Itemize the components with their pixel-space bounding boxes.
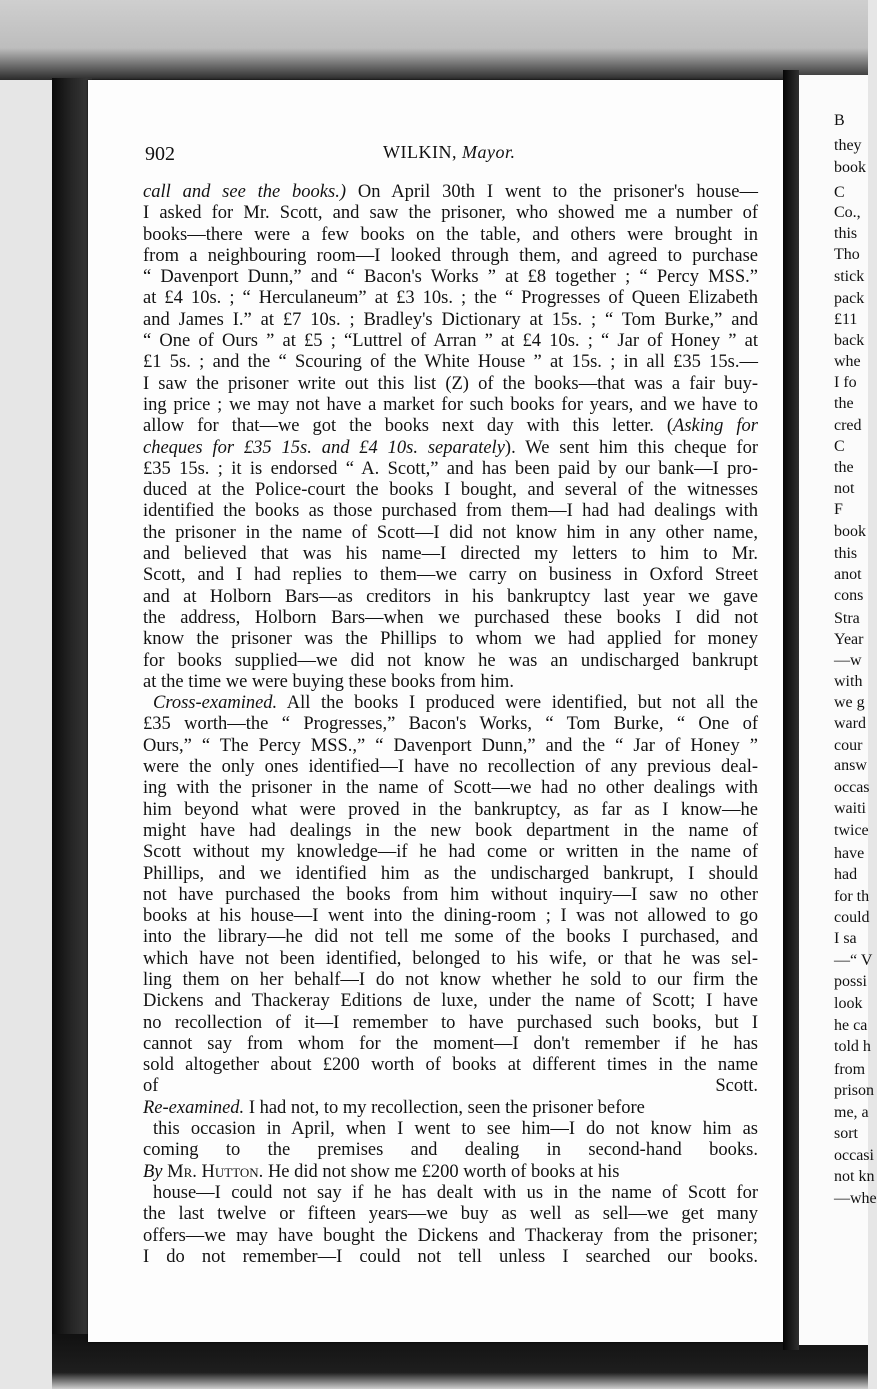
facing-page-text-fragment: twice	[834, 822, 869, 839]
book-spine	[52, 78, 92, 1378]
facing-page-text-fragment: B	[834, 112, 845, 129]
text-line: cheques for £35 15s. and £4 10s. separately). We sent him this cheque for	[143, 437, 758, 458]
text-line: this occasion in April, when I went to see him—I do not know him as	[153, 1119, 758, 1140]
text-line: at £4 10s. ; “ Herculaneum” at £3 10s. ; the “ Progresses of Queen Elizabeth	[143, 288, 758, 309]
facing-page-text-fragment: this	[834, 225, 858, 242]
text-line: ing price ; we may not have a market for such books for years, and we have to	[143, 394, 758, 415]
facing-page-text-fragment: Co.,	[834, 204, 861, 221]
text-line: and at Holborn Bars—as creditors in his bankruptcy last year we gave	[143, 586, 758, 607]
facing-page-text-fragment: not	[834, 480, 855, 497]
facing-page-text-fragment: the	[834, 459, 854, 476]
facing-page-text-fragment: have	[834, 845, 865, 862]
text-line: offers—we may have bought the Dickens and Thackeray from the prisoner;	[143, 1225, 758, 1246]
running-head	[145, 143, 755, 169]
text-line: Scott, and I had replies to them—we carry on business in Oxford Street	[143, 565, 758, 586]
facing-page-text-fragment: told h	[834, 1038, 871, 1055]
facing-page	[799, 75, 877, 1345]
text-line: which have not been identified, belonged to his wife, or that he was sel-	[143, 948, 758, 969]
text-line: at the time we were buying these books from him.	[143, 671, 514, 692]
text-line: books at his house—I went into the dining-room ; I was not allowed to go	[143, 906, 758, 927]
text-line: ling them on her behalf—I do not know whether he sold to our firm the	[143, 969, 758, 990]
text-line: were the only ones identified—I have no recollection of any previous deal-	[143, 757, 758, 778]
scan-background-top	[0, 0, 868, 80]
facing-page-text-fragment: Year	[834, 631, 864, 648]
text-line: ing with the prisoner in the name of Scott—we had no other dealings with	[143, 778, 758, 799]
facing-page-text-fragment: sort	[834, 1125, 858, 1142]
text-line: I saw the prisoner write out this list (Z) of the books—that was a fair buy-	[143, 373, 758, 394]
text-line: “ Davenport Dunn,” and “ Bacon's Works ” at £8 together ; “ Percy MSS.”	[143, 267, 758, 288]
text-line: Scott without my knowledge—if he had come or written in the name of	[143, 842, 758, 863]
text-line: no recollection of it—I remember to have purchased such books, but I	[143, 1012, 758, 1033]
text-line: Ours,” “ The Percy MSS.,” “ Davenport Dunn,” and the “ Jar of Honey ”	[143, 735, 758, 756]
text-line: him beyond what were proved in the bankruptcy, as far as I know—he	[143, 799, 758, 820]
facing-page-text-fragment: possi	[834, 973, 867, 990]
text-line: I asked for Mr. Scott, and saw the prisoner, who showed me a number of	[143, 203, 758, 224]
facing-page-text-fragment: he ca	[834, 1017, 868, 1034]
facing-page-text-fragment: C	[834, 184, 845, 201]
text-line: into the library—he did not tell me some of the books I purchased, and	[143, 927, 758, 948]
text-line: Re-examined. I had not, to my recollection, seen the prisoner before	[143, 1097, 645, 1118]
facing-page-text-fragment: back	[834, 332, 865, 349]
facing-page-text-fragment: ward	[834, 715, 866, 732]
text-line: the address, Holborn Bars—when we purchased these books I did not	[143, 607, 758, 628]
text-line: of Scott.	[143, 1076, 758, 1097]
text-line: know the prisoner was the Phillips to whom we had applied for money	[143, 629, 758, 650]
facing-page-text-fragment: occasi	[834, 1147, 874, 1164]
text-line: house—I could not say if he has dealt with us in the name of Scott for	[153, 1182, 758, 1203]
facing-page-text-fragment: had	[834, 866, 858, 883]
text-line: By Mr. Hutton. He did not show me £200 worth of books at his	[143, 1161, 620, 1182]
facing-page-text-fragment: book	[834, 523, 866, 540]
facing-page-text-fragment: look	[834, 995, 863, 1012]
text-line: sold altogether about £200 worth of books at different times in the name	[143, 1055, 758, 1076]
facing-page-text-fragment: £11	[834, 311, 858, 328]
text-line: £35 worth—the “ Progresses,” Bacon's Works, “ Tom Burke, “ One of	[143, 714, 758, 735]
facing-page-text-fragment: the	[834, 395, 854, 412]
text-line: I do not remember—I could not tell unless I searched our books.	[143, 1246, 758, 1267]
facing-page-text-fragment: with	[834, 673, 863, 690]
page-gutter	[783, 70, 799, 1350]
text-line: Cross-examined. All the books I produced were identified, but not all the	[153, 693, 758, 714]
text-line: Dickens and Thackeray Editions de luxe, under the name of Scott; I have	[143, 991, 758, 1012]
text-line: cannot say from whom for the moment—I don't remember if he has	[143, 1033, 758, 1054]
facing-page-text-fragment: —whe	[834, 1190, 877, 1207]
text-line: £1 5s. ; and the “ Scouring of the White House ” at 15s. ; in all £35 15s.—	[143, 352, 758, 373]
facing-page-text-fragment: —“ V	[834, 952, 873, 969]
text-line: identified the books as those purchased from them—I had had dealings with	[143, 501, 758, 522]
facing-page-text-fragment: cred	[834, 417, 862, 434]
text-line: and James I.” at £7 10s. ; Bradley's Dictionary at 15s. ; “ Tom Burke,” and	[143, 309, 758, 330]
facing-page-text-fragment: me, a	[834, 1104, 869, 1121]
text-line: “ One of Ours ” at £5 ; “Luttrel of Arran ” at £4 10s. ; “ Jar of Honey ” at	[143, 331, 758, 352]
text-line: £35 15s. ; it is endorsed “ A. Scott,” and has been paid by our bank—I pro-	[143, 458, 758, 479]
facing-page-text-fragment: prison	[834, 1082, 874, 1099]
body-text	[143, 182, 758, 1268]
text-line: call and see the books.) On April 30th I went to the prisoner's house—	[143, 182, 758, 202]
text-line: the prisoner in the name of Scott—I did not know him in any other name,	[143, 522, 758, 543]
text-line: the last twelve or fifteen years—we buy as well as sell—we get many	[143, 1204, 758, 1225]
facing-page-text-fragment: they	[834, 137, 862, 154]
facing-page-text-fragment: pack	[834, 290, 865, 307]
text-line: duced at the Police-court the books I bought, and several of the witnesses	[143, 480, 758, 501]
facing-page-text-fragment: stick	[834, 268, 865, 285]
facing-page-text-fragment: occas	[834, 779, 870, 796]
facing-page-text-fragment: book	[834, 159, 866, 176]
text-line: for books supplied—we did not know he was an undischarged bankrupt	[143, 650, 758, 671]
facing-page-text-fragment: cons	[834, 587, 864, 604]
facing-page-text-fragment: I fo	[834, 374, 857, 391]
facing-page-text-fragment: not kn	[834, 1168, 875, 1185]
facing-page-text-fragment: anot	[834, 566, 862, 583]
text-line: books—there were a few books on the table, and others were brought in	[143, 224, 758, 245]
page-title: WILKIN, Mayor.	[383, 142, 516, 162]
facing-page-text-fragment: answ	[834, 757, 867, 774]
facing-page-text-fragment: Stra	[834, 610, 860, 627]
facing-page-text-fragment: for th	[834, 888, 870, 905]
facing-page-text-fragment: Tho	[834, 246, 860, 263]
facing-page-text-fragment: whe	[834, 353, 861, 370]
page-number: 902	[145, 143, 175, 165]
facing-page-text-fragment: waiti	[834, 800, 866, 817]
facing-page-text-fragment: this	[834, 545, 858, 562]
text-line: might have had dealings in the new book department in the name of	[143, 820, 758, 841]
facing-page-text-fragment: we g	[834, 694, 865, 711]
facing-page-text-fragment: —w	[834, 652, 862, 669]
text-line: from a neighbouring room—I looked through them, and agreed to purchase	[143, 245, 758, 266]
facing-page-text-fragment: could	[834, 909, 870, 926]
text-line: coming to the premises and dealing in second-hand books.	[143, 1140, 758, 1161]
facing-page-text-fragment: from	[834, 1061, 866, 1078]
scan-background-bottom	[52, 1334, 868, 1389]
text-line: and believed that was his name—I directed my letters to him to Mr.	[143, 544, 758, 565]
facing-page-text-fragment: I sa	[834, 930, 857, 947]
facing-page-text-fragment: F	[834, 501, 843, 518]
text-line: not have purchased the books from him without inquiry—I saw no other	[143, 884, 758, 905]
text-line: Phillips, and we identified him as the undischarged bankrupt, I should	[143, 863, 758, 884]
facing-page-text-fragment: C	[834, 438, 845, 455]
facing-page-text-fragment: cour	[834, 737, 863, 754]
text-line: allow for that—we got the books next day with this letter. (Asking for	[143, 416, 759, 437]
